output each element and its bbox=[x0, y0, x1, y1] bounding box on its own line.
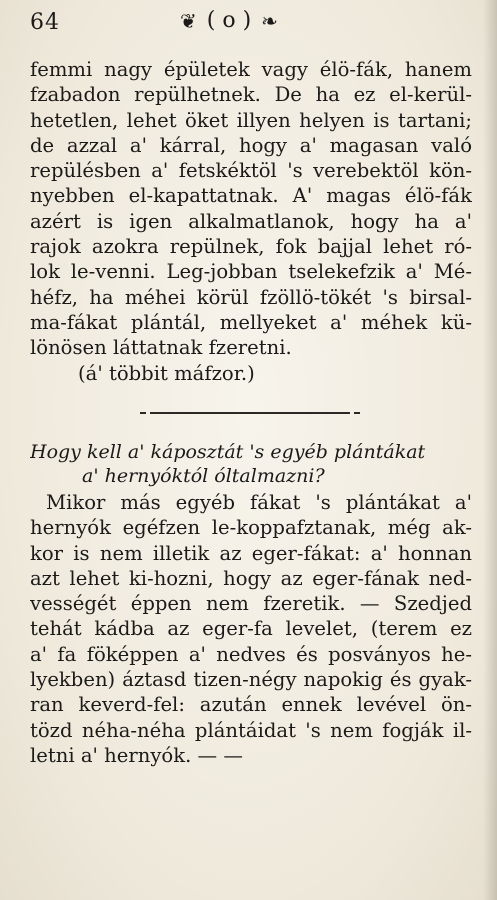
text-line: a' fa föképpen a' nedves és posványos he- bbox=[30, 642, 472, 666]
text-line: de azzal a' kárral, hogy a' magasan való bbox=[30, 133, 472, 157]
paragraph-bees bbox=[30, 57, 472, 386]
text-line: letni a' hernyók. — — bbox=[30, 743, 243, 767]
text-line: tözd néha-néha plántáidat 's nem fogják il- bbox=[30, 718, 472, 742]
paragraph-caterpillars bbox=[30, 490, 472, 768]
text-line: repülésben a' fetskéktöl 's verebektöl kön- bbox=[30, 159, 472, 183]
continuation-note: (á' többit máfzor.) bbox=[78, 361, 255, 385]
page-number: 64 bbox=[30, 10, 60, 35]
text-line: héfz, ha méhei körül fzöllö-tökét 's birsal- bbox=[30, 285, 472, 309]
header-ornament bbox=[180, 8, 278, 33]
text-line: tehát kádba az eger-fa levelet, (terem ez bbox=[30, 617, 472, 641]
text-line: fzabadon repülhetnek. De ha ez el-kerül- bbox=[30, 83, 472, 107]
text-line: ran keverd-fel: azután ennek levével ön- bbox=[30, 693, 472, 717]
section-heading bbox=[30, 440, 472, 488]
text-line: azt lehet ki-hozni, hogy az eger-fának ned- bbox=[30, 566, 472, 590]
text-line: lönösen láttatnak fzeretni. bbox=[30, 336, 292, 360]
text-line: hernyók egéfzen le-koppafztanak, még ak- bbox=[30, 516, 472, 540]
text-line: ma-fákat plántál, mellyeket a' méhek kü- bbox=[30, 310, 472, 334]
text-line: lyekben) áztasd tizen-négy napokig és gyak- bbox=[30, 668, 472, 692]
text-line: azért is igen alkalmatlanok, hogy ha a' bbox=[30, 209, 472, 233]
text-line: nyebben el-kapattatnak. A' magas élö-fák bbox=[30, 184, 472, 208]
section-divider bbox=[150, 412, 350, 414]
ornament-left-icon: ❦ bbox=[180, 8, 197, 33]
text-line: lok le-venni. Leg-jobban tselekefzik a' Mé- bbox=[30, 260, 472, 284]
text-line: hetetlen, lehet öket illyen helyen is tartani; bbox=[30, 108, 472, 132]
ornament-right-icon: ❧ bbox=[261, 8, 278, 33]
heading-line-2: a' hernyóktól óltalmazni? bbox=[82, 465, 325, 487]
text-line: kor is nem illetik az eger-fákat: a' honnan bbox=[30, 541, 472, 565]
page-header bbox=[30, 6, 467, 42]
page-edge-shadow bbox=[483, 0, 497, 900]
text-line: femmi nagy épületek vagy élö-fák, hanem bbox=[30, 58, 472, 81]
heading-line-1: Hogy kell a' káposztát 's egyéb plántákat bbox=[30, 441, 426, 463]
text-line: Mikor más egyéb fákat 's plántákat a' bbox=[46, 491, 472, 514]
text-line: rajok azokra repülnek, fok bajjal lehet ró- bbox=[30, 235, 472, 259]
ornament-center: ( o ) bbox=[206, 8, 252, 33]
text-line: vességét éppen nem fzeretik. — Szedjed bbox=[30, 592, 472, 616]
